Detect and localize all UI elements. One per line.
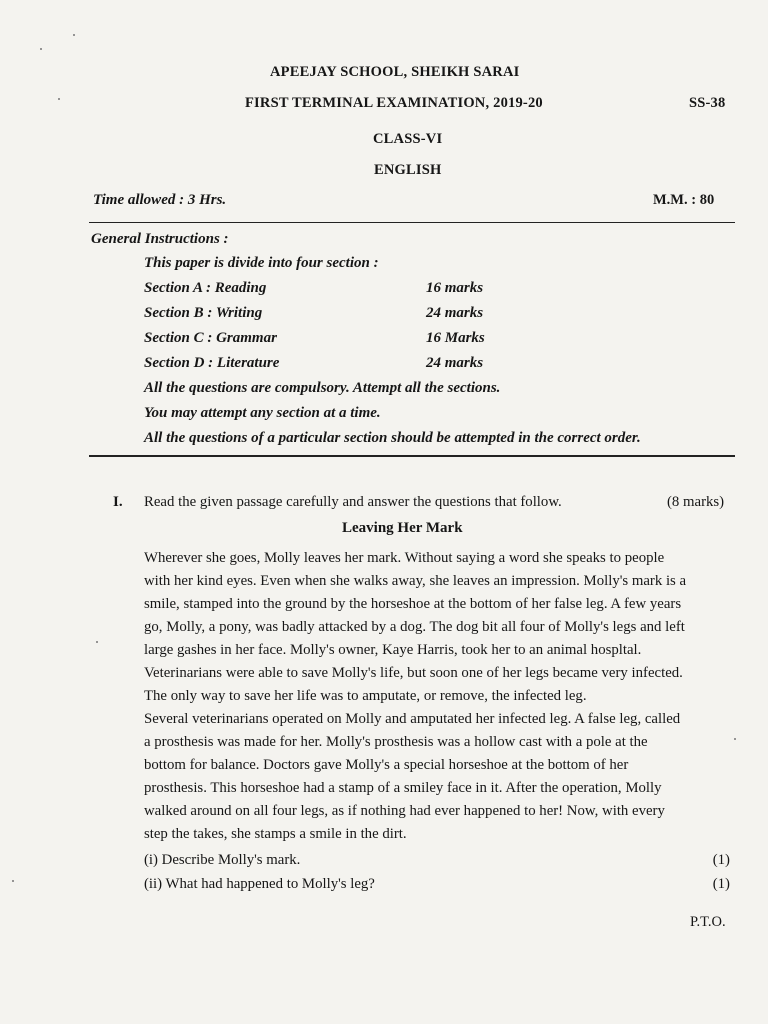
pto-label: P.T.O. [690,914,726,930]
passage-line: smile, stamped into the ground by the horseshoe at the bottom of her false leg. A few years [144,596,682,612]
section-b-marks: 24 marks [426,305,484,321]
sub-question-marks: (1) [712,876,730,892]
sub-question-1 [144,852,730,869]
section-a-name: Section A : Reading [144,280,267,296]
section-d-marks: 24 marks [426,355,484,371]
class-label: CLASS-VI [373,131,443,147]
passage-line: a prosthesis was made for her. Molly's prosthesis was a hollow cast with a pole at the [144,734,648,750]
scan-speck [73,34,75,36]
instructions-intro: This paper is divide into four section : [144,255,379,271]
passage-line: large gashes in her face. Molly's owner, Kaye Harris, took her to an animal hospltal. [144,642,642,658]
school-name: APEEJAY SCHOOL, SHEIKH SARAI [270,64,520,80]
scan-speck [734,738,736,740]
instruction-note-3: All the questions of a particular section should be attempted in the correct order. [144,430,641,446]
scan-speck [58,98,60,100]
passage-line: Wherever she goes, Molly leaves her mark. Without saying a word she speaks to people [144,550,665,566]
passage-line: step the takes, she stamps a smile in the dirt. [144,826,407,842]
passage-line: prosthesis. This horseshoe had a stamp of a smiley face in it. After the operation, Molly [144,780,662,796]
sub-question-text: (i) Describe Molly's mark. [144,852,301,868]
question-prompt: Read the given passage carefully and answer the questions that follow. [144,494,562,510]
top-divider [89,222,735,223]
passage [144,547,732,846]
instruction-note-1: All the questions are compulsory. Attempt all the sections. [144,380,501,396]
passage-line: with her kind eyes. Even when she walks away, she leaves an impression. Molly's mark is a [144,573,687,589]
subject-label: ENGLISH [374,162,442,178]
passage-line: Veterinarians were able to save Molly's life, but soon one of her legs became very infected. [144,665,683,681]
scan-speck [40,48,42,50]
instructions-divider [89,455,735,457]
sub-question-marks: (1) [712,852,730,868]
section-a-marks: 16 marks [426,280,484,296]
section-b-name: Section B : Writing [144,305,263,321]
section-c-name: Section C : Grammar [144,330,277,346]
exam-title: FIRST TERMINAL EXAMINATION, 2019-20 [245,95,543,111]
question-number: I. [113,494,123,510]
passage-line: Several veterinarians operated on Molly and amputated her infected leg. A false leg, called [144,711,681,727]
sub-question-text: (ii) What had happened to Molly's leg? [144,876,375,892]
scan-speck [12,880,14,882]
passage-line: The only way to save her life was to amputate, or remove, the infected leg. [144,688,587,704]
sub-question-2 [144,876,730,893]
passage-line: walked around on all four legs, as if nothing had ever happened to her! Now, with every [144,803,665,819]
scan-speck [96,641,98,643]
question-marks: (8 marks) [667,494,725,510]
instruction-note-2: You may attempt any section at a time. [144,405,381,421]
instructions-heading: General Instructions : [91,231,229,247]
passage-title: Leaving Her Mark [342,520,463,536]
paper-code: SS-38 [689,95,726,111]
section-c-marks: 16 Marks [426,330,485,346]
max-marks: M.M. : 80 [653,192,715,208]
time-allowed: Time allowed : 3 Hrs. [93,192,227,208]
passage-line: go, Molly, a pony, was badly attacked by a dog. The dog bit all four of Molly's legs and left [144,619,685,635]
passage-line: bottom for balance. Doctors gave Molly's a special horseshoe at the bottom of her [144,757,629,773]
section-d-name: Section D : Literature [144,355,280,371]
